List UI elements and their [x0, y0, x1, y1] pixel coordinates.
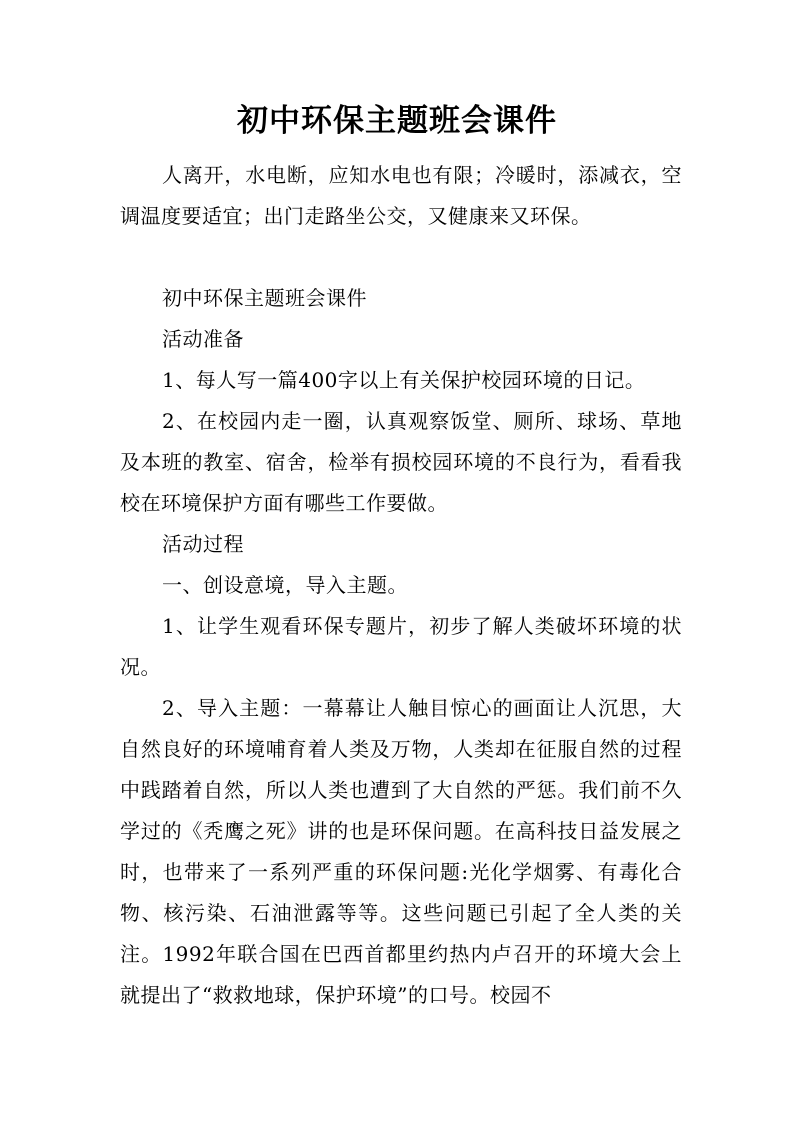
- intro-paragraph: 人离开，水电断，应知水电也有限；冷暖时，添减衣，空调温度要适宜；出门走路坐公交，又健康来又环保。: [120, 163, 682, 228]
- section-heading: 初中环保主题班会课件: [162, 286, 367, 310]
- process-item-2: 2、导入主题：一幕幕让人触目惊心的画面让人沉思，大自然良好的环境哺育着人类及万物，人类却在征服自然的过程中践踏着自然，所以人类也遭到了大自然的严惩。我们前不久学过的《秃鹰之死》讲的也是环保问题。在高科技日益发展之时，也带来了一系列严重的环保问题:光化学烟雾、有毒化合物、核污染、石油泄露等等。这些问题已引起了全人类的关注。1992年联合国在巴西首都里约热内卢召开的环境大会上就提出了“救救地球，保护环境”的口号。校园不: [120, 696, 682, 1007]
- process-step-heading: 一、创设意境，导入主题。: [162, 573, 408, 597]
- subheading-preparation: 活动准备: [162, 327, 244, 351]
- document-title: 初中环保主题班会课件: [237, 103, 557, 139]
- preparation-item-2: 2、在校园内走一圈，认真观察饭堂、厕所、球场、草地及本班的教室、宿舍，检举有损校园环境的不良行为，看看我校在环境保护方面有哪些工作要做。: [120, 409, 682, 515]
- preparation-item-1: 1、每人写一篇400字以上有关保护校园环境的日记。: [162, 368, 646, 392]
- subheading-process: 活动过程: [162, 532, 244, 556]
- process-item-1: 1、让学生观看环保专题片，初步了解人类破坏环境的状况。: [120, 614, 682, 679]
